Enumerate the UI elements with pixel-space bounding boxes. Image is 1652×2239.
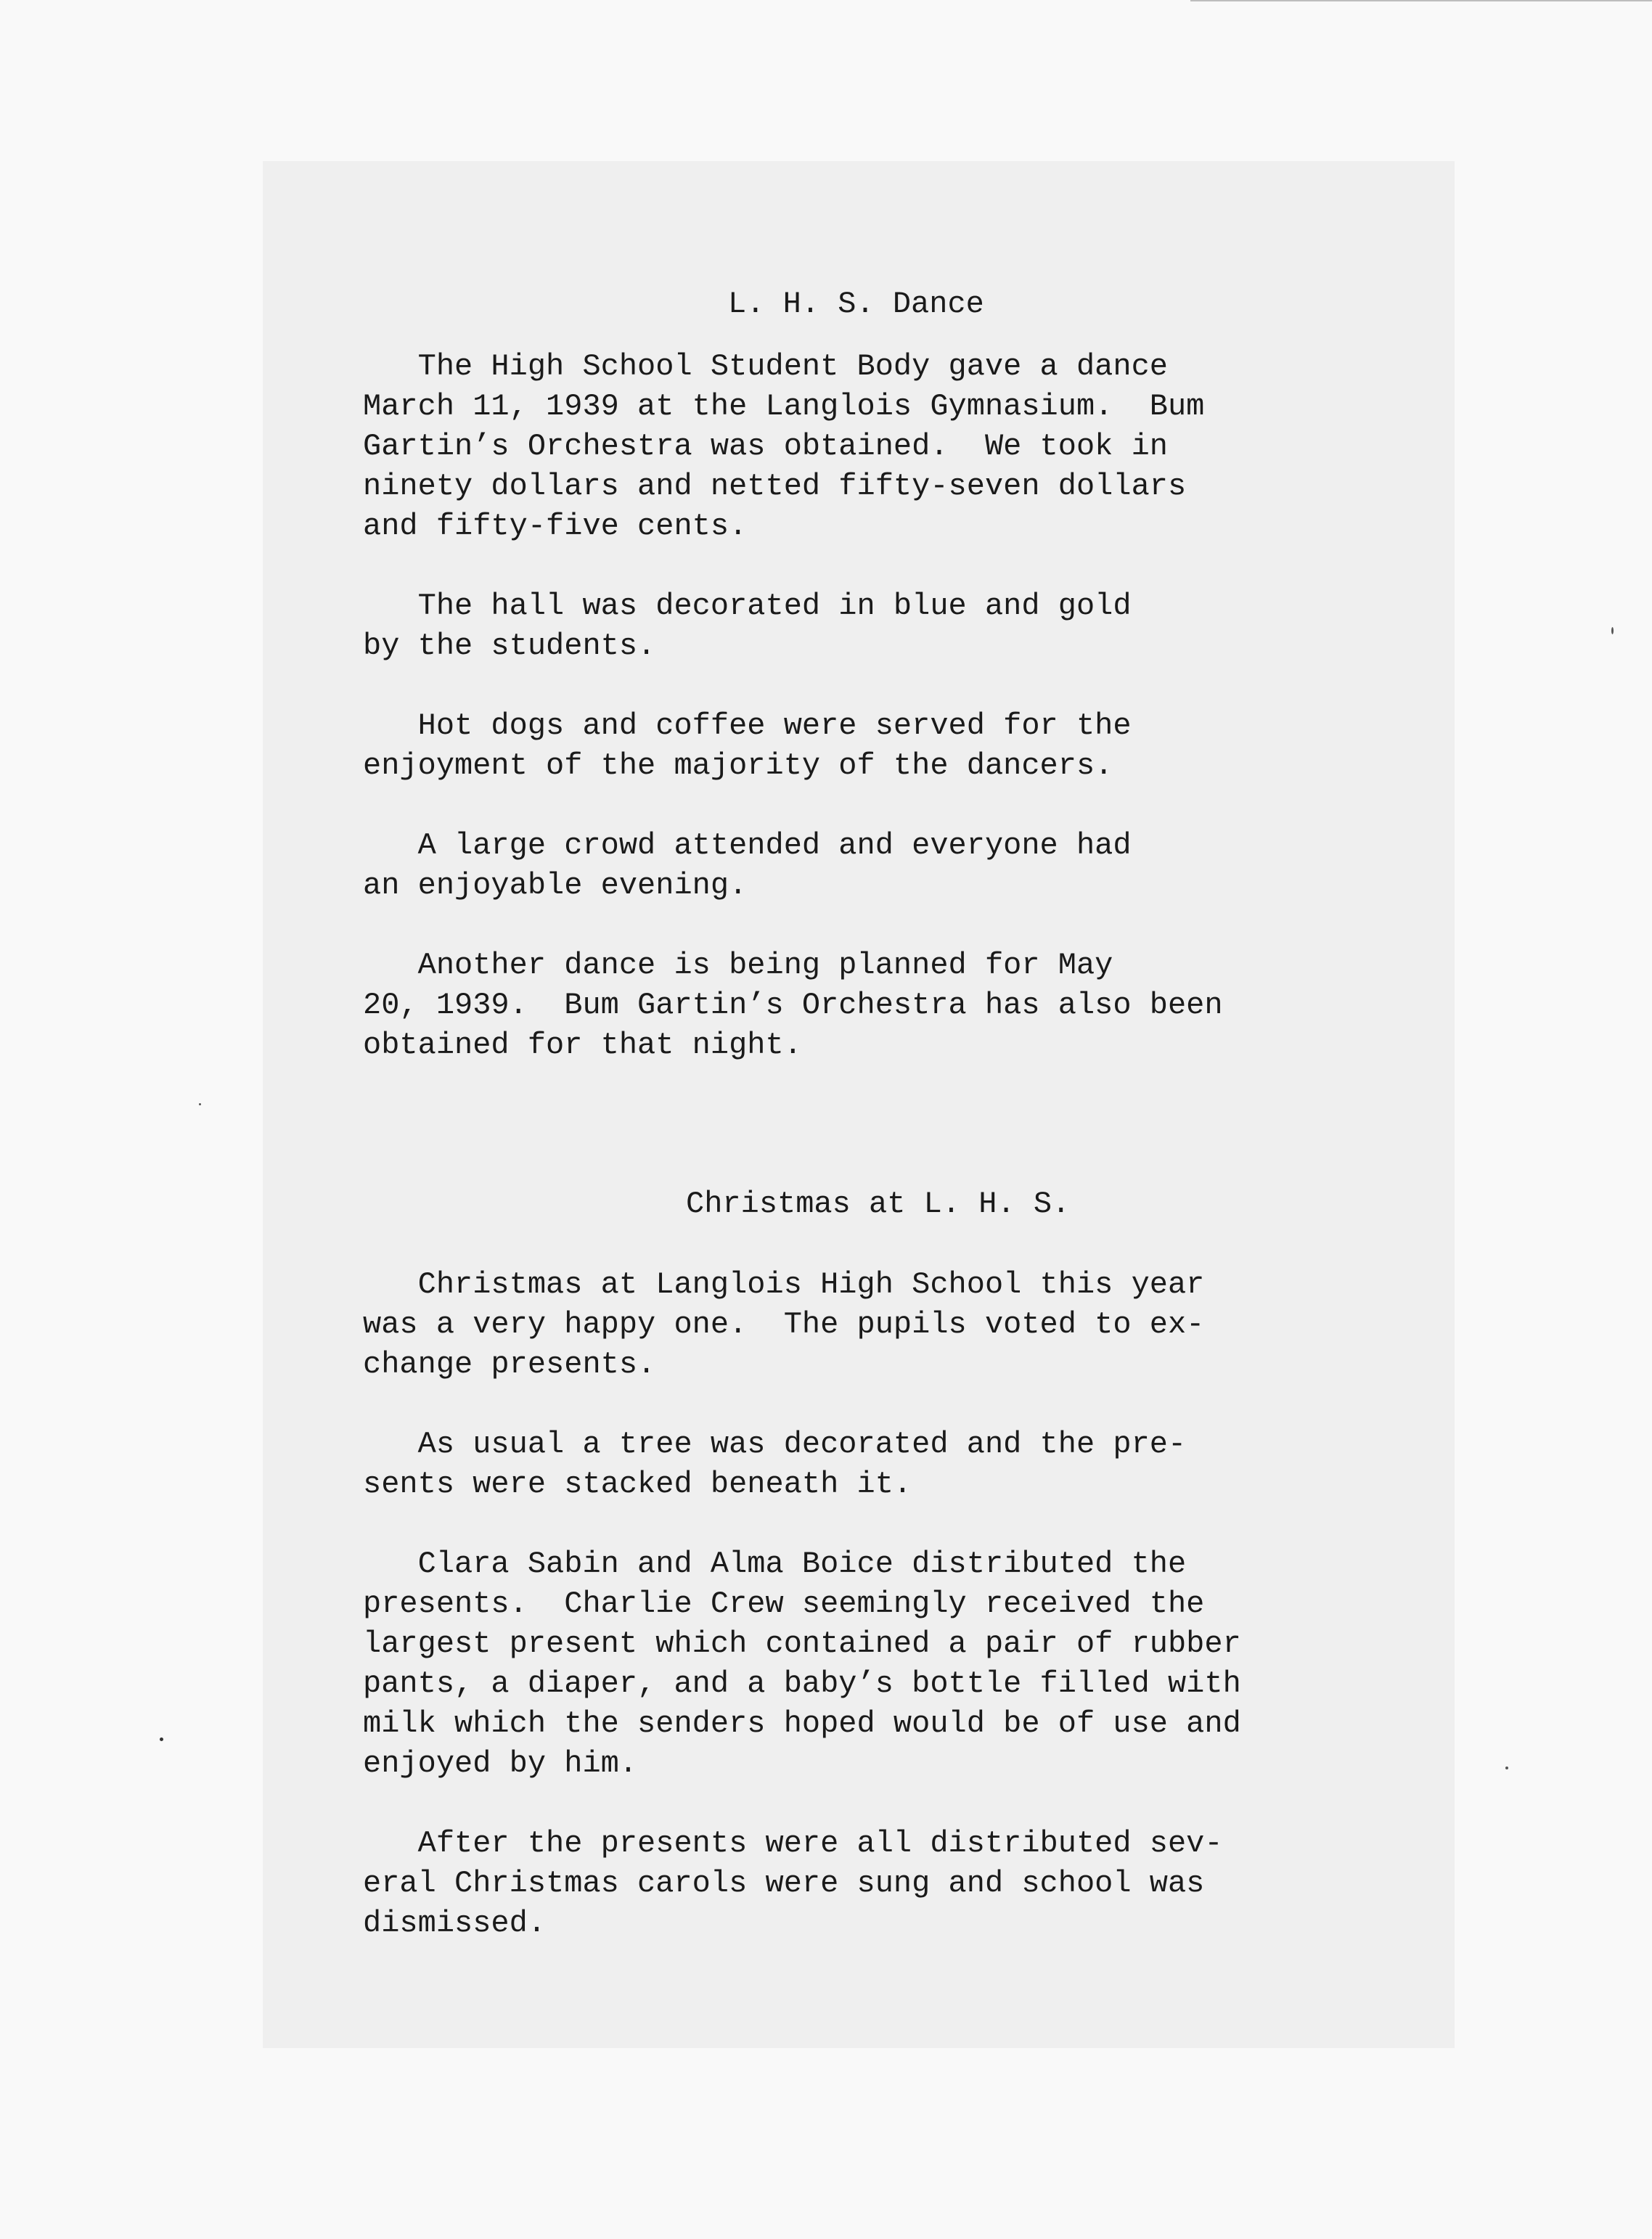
paragraph-dance-2: The hall was decorated in blue and gold by the students. xyxy=(363,589,1132,663)
paragraph-christmas-3: Clara Sabin and Alma Boice distributed the presents. Charlie Crew seemingly received the largest present which contained a pair of rubber pants, a diaper, and a baby’s bottle filled with milk which the senders hoped would be of use and enjoyed by him. xyxy=(363,1547,1241,1781)
paragraph-christmas-1: Christmas at Langlois High School this year was a very happy one. The pupils voted to ex- change presents. xyxy=(363,1267,1205,1382)
paper-speck xyxy=(1611,627,1614,634)
paper-speck xyxy=(199,1103,201,1105)
paragraph-dance-3: Hot dogs and coffee were served for the enjoyment of the majority of the dancers. xyxy=(363,708,1132,783)
paragraph-dance-1: The High School Student Body gave a dance March 11, 1939 at the Langlois Gymnasium. Bum Gartin’s Orchestra was obtained. We took in ninety dollars and netted fifty-seven dollars and fifty-five cents. xyxy=(363,349,1205,544)
paper-speck xyxy=(1505,1767,1508,1769)
paragraph-christmas-4: After the presents were all distributed sev- eral Christmas carols were sung and school was dismissed. xyxy=(363,1826,1223,1941)
paragraph-christmas-2: As usual a tree was decorated and the pre- sents were stacked beneath it. xyxy=(363,1427,1187,1502)
paper-speck xyxy=(160,1737,163,1741)
heading-christmas: Christmas at L. H. S. xyxy=(686,1187,1071,1221)
top-edge-line xyxy=(1190,0,1652,1)
heading-lhs-dance: L. H. S. Dance xyxy=(728,287,984,322)
paragraph-dance-4: A large crowd attended and everyone had an enjoyable evening. xyxy=(363,828,1132,903)
paragraph-dance-5: Another dance is being planned for May 20, 1939. Bum Gartin’s Orchestra has also been obtained for that night. xyxy=(363,948,1223,1063)
